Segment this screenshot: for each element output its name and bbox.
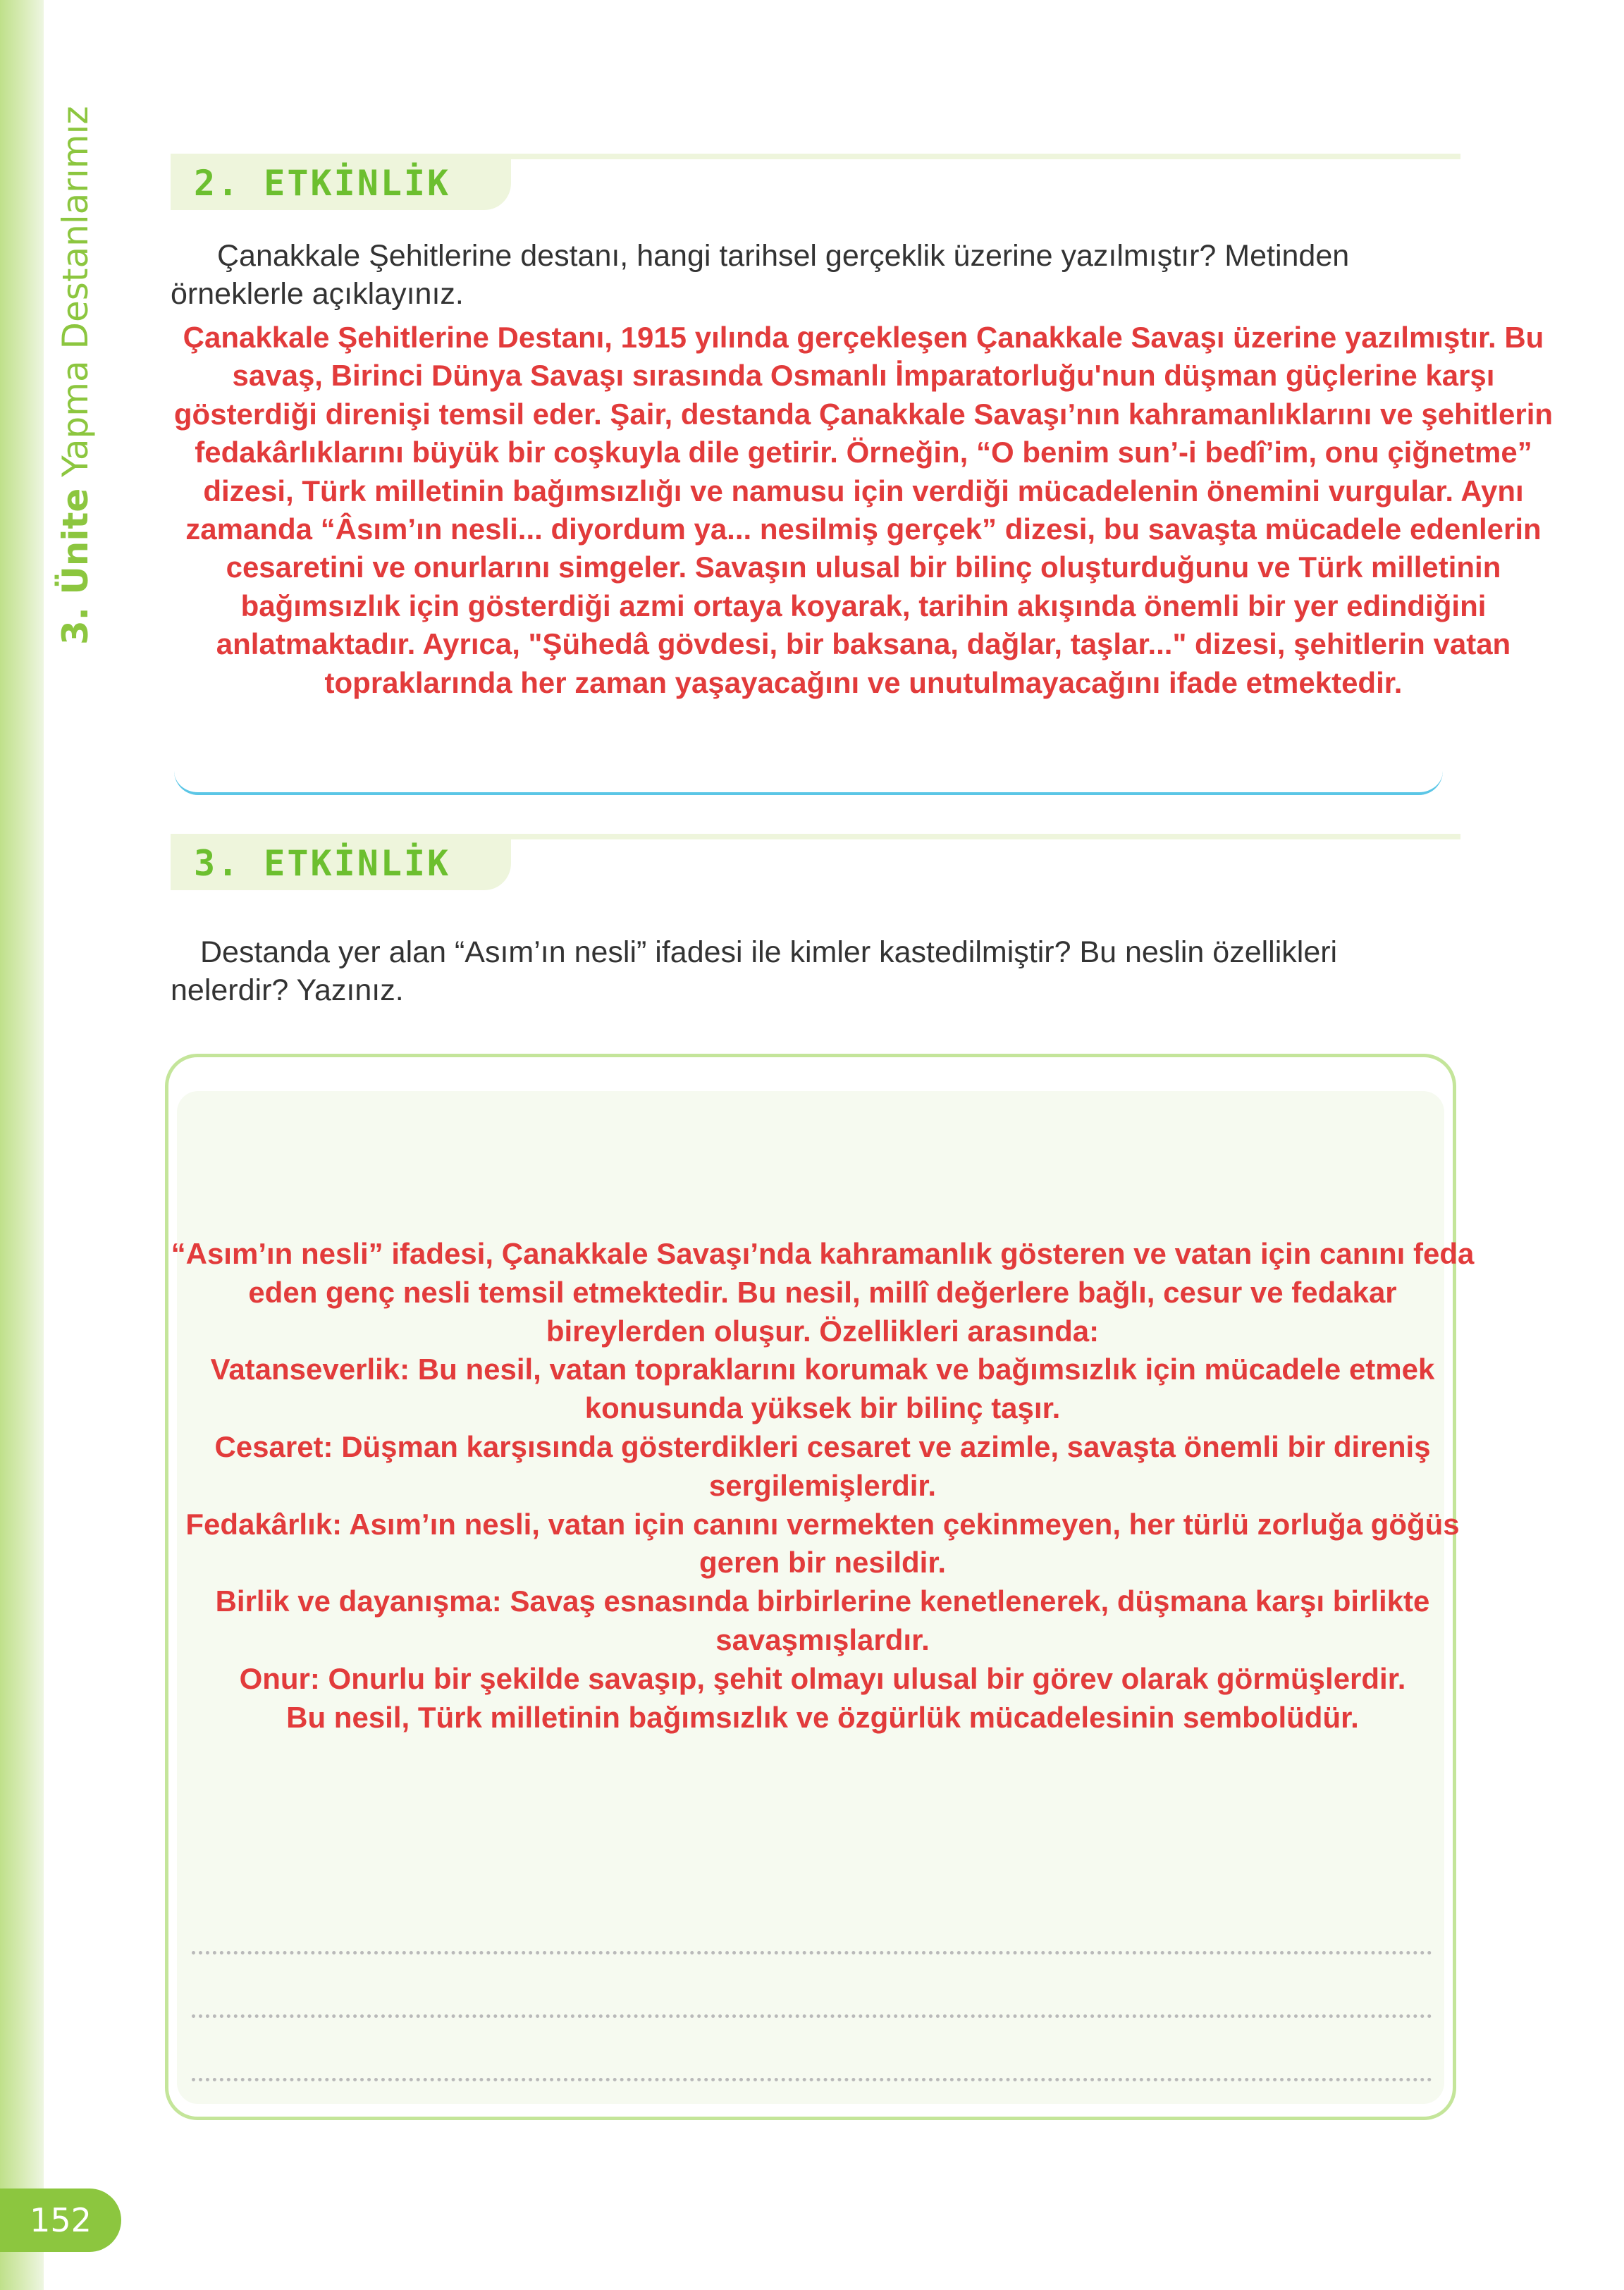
unit-number: 3. Ünite [55, 488, 96, 645]
page-number: 152 [0, 2189, 121, 2252]
unit-title: Yapma Destanlarımız [55, 106, 96, 477]
answer-trait: Fedakârlık: Asım’ın nesli, vatan için canını vermekten çekinmeyen, her türlü zorluğa göğüs geren bir nesildir. [185, 1507, 1460, 1580]
section-divider [174, 771, 1443, 795]
activity3-prompt: Destanda yer alan “Asım’ın nesli” ifadesi ile kimler kastedilmiştir? Bu neslin özellikleri nelerdir? Yazınız. [171, 935, 1338, 1007]
writing-line-2[interactable] [192, 2014, 1432, 2018]
answer-trait: Vatanseverlik: Bu nesil, vatan topraklarını korumak ve bağımsızlık için mücadele etmek konusunda yüksek bir bilinç taşır. [210, 1353, 1435, 1425]
activity3-answer [171, 1235, 1475, 1737]
answer-trait: Onur: Onurlu bir şekilde savaşıp, şehit olmayı ulusal bir görev olarak görmüşlerdir. [239, 1661, 1406, 1695]
activity2-answer: Çanakkale Şehitlerine Destanı, 1915 yılında gerçekleşen Çanakkale Savaşı üzerine yazılmıştır. Bu savaş, Birinci Dünya Savaşı sırasında Osmanlı İmparatorluğu'nun düşman güçlerine karşı gösterdiği direnişi temsil eder. Şair, destanda Çanakkale Savaşı’nın kahramanlıklarını ve şehitlerin fedakârlıklarını büyük bir coşkuyla dile getirir. Örneğin, “O benim sun’-i bedî’im, onu çiğnetme” dizesi, Türk milletinin bağımsızlığı ve namusu için verdiği mücadelenin önemini vurgular. Aynı zamanda “Âsım’ın nesli... diyordum ya... nesilmiş gerçek” dizesi, bu savaşta mücadele edenlerin cesaretini ve onurlarını simgeler. Savaşın ulusal bir bilinç oluşturduğunu ve Türk milletinin bağımsızlık için gösterdiği azmi ortaya koyarak, tarihin akışında önemli bir yer edindiğini anlatmaktadır. Ayrıca, "Şühedâ gövdesi, bir baksana, dağlar, taşlar..." dizesi, şehitlerin vatan topraklarında her zaman yaşayacağını ve unutulmayacağını ifade etmektedir. [173, 321, 1554, 699]
answer-trait: Birlik ve dayanışma: Savaş esnasında birbirlerine kenetlenerek, düşmana karşı birlikte savaşmışlardır. [215, 1584, 1430, 1656]
activity3-title: 3. ETKİNLİK [194, 843, 451, 884]
writing-line-1[interactable] [192, 1951, 1432, 1954]
answer-conclusion: Bu nesil, Türk milletinin bağımsızlık ve özgürlük mücadelesinin sembolüdür. [286, 1700, 1359, 1734]
activity2-title: 2. ETKİNLİK [194, 163, 451, 204]
unit-label [51, 106, 100, 645]
writing-line-3[interactable] [192, 2078, 1432, 2081]
side-strip [0, 0, 44, 2290]
activity2-prompt: Çanakkale Şehitlerine destanı, hangi tarihsel gerçeklik üzerine yazılmıştır? Metinden örneklerle açıklayınız. [171, 239, 1350, 311]
answer-trait: Cesaret: Düşman karşısında gösterdikleri cesaret ve azimle, savaşta önemli bir direniş sergilemişlerdir. [214, 1429, 1431, 1502]
answer-intro: “Asım’ın nesli” ifadesi, Çanakkale Savaşı’nda kahramanlık gösteren ve vatan için canını feda eden genç nesli temsil etmektedir. Bu nesil, millî değerlere bağlı, cesur ve fedakar bireylerden oluşur. Özellikleri arasında: [171, 1237, 1475, 1348]
